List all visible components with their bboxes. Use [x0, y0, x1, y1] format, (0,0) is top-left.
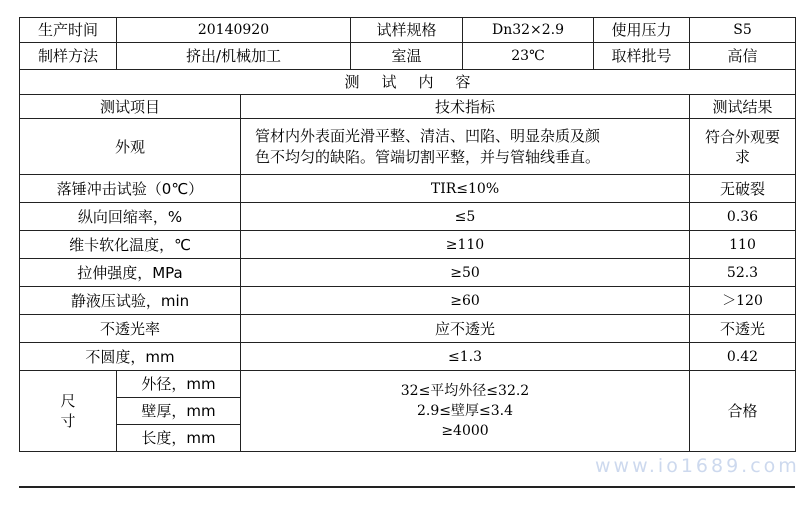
dimension-wall-thickness: 壁厚，mm: [117, 398, 241, 425]
table-row-tensile: [20, 259, 796, 287]
column-header-row: [20, 95, 796, 119]
bottom-rule: [19, 486, 795, 488]
row-result: 不透光: [690, 315, 796, 343]
dimension-group-label: [20, 371, 117, 452]
row-item: 静液压试验，min: [20, 287, 241, 315]
batch-value: 高信: [690, 43, 796, 70]
row-result-line: 求: [734, 147, 750, 166]
production-time-label: 生产时间: [20, 18, 117, 43]
row-spec: TIR≤10%: [241, 175, 690, 203]
row-result: 0.36: [690, 203, 796, 231]
pressure-label: 使用压力: [594, 18, 690, 43]
header-row-2: [20, 43, 796, 70]
column-header-item: 测试项目: [20, 95, 241, 119]
dimension-group-char: 寸: [60, 412, 76, 430]
row-result: 无破裂: [690, 175, 796, 203]
table-row-vicat: [20, 231, 796, 259]
dimension-group-char: 尺: [60, 392, 76, 410]
row-spec: [241, 119, 690, 175]
row-result: ＞120: [690, 287, 796, 315]
dimension-spec-line: 32≤平均外径≤32.2: [400, 383, 530, 399]
row-result-line: 符合外观要: [704, 127, 780, 146]
row-item: 不透光率: [20, 315, 241, 343]
table-row-opacity: [20, 315, 796, 343]
column-header-spec: 技术指标: [241, 95, 690, 119]
dimension-outer-diameter: 外径，mm: [117, 371, 241, 398]
dimension-spec-line: ≥4000: [441, 423, 489, 439]
production-time-value: 20140920: [117, 18, 351, 43]
dimension-spec-line: 2.9≤壁厚≤3.4: [417, 403, 513, 419]
table-row-ovality: [20, 343, 796, 371]
spec-label: 试样规格: [351, 18, 463, 43]
table-row-hydrostatic: [20, 287, 796, 315]
row-result: 52.3: [690, 259, 796, 287]
row-item: 纵向回缩率，%: [20, 203, 241, 231]
section-title-row: [20, 70, 796, 95]
row-item: 外观: [20, 119, 241, 175]
watermark: www.io1689.com: [595, 455, 800, 477]
batch-label: 取样批号: [594, 43, 690, 70]
row-result: 0.42: [690, 343, 796, 371]
test-report-table: [19, 17, 796, 452]
row-result: 110: [690, 231, 796, 259]
table-row-impact-test: [20, 175, 796, 203]
table-row-appearance: [20, 119, 796, 175]
method-value: 挤出/机械加工: [117, 43, 351, 70]
row-spec: ≤1.3: [241, 343, 690, 371]
row-spec: ≥110: [241, 231, 690, 259]
dimension-length: 长度，mm: [117, 425, 241, 452]
row-spec: 应不透光: [241, 315, 690, 343]
row-result: [690, 119, 796, 175]
temp-value: 23℃: [463, 43, 594, 70]
row-spec-line: 色不均匀的缺陷。管端切割平整，并与管轴线垂直。: [255, 147, 601, 166]
pressure-value: S5: [690, 18, 796, 43]
dimension-result: 合格: [690, 371, 796, 452]
method-label: 制样方法: [20, 43, 117, 70]
table-row-shrinkage: [20, 203, 796, 231]
row-item: 不圆度，mm: [20, 343, 241, 371]
section-title: 测试内容: [20, 70, 796, 95]
dimension-spec: [241, 371, 690, 452]
test-report-table-container: [19, 17, 796, 452]
row-item: 落锤冲击试验（0℃）: [20, 175, 241, 203]
row-item: 拉伸强度，MPa: [20, 259, 241, 287]
row-spec-line: 管材内外表面光滑平整、清洁、凹陷、明显杂质及颜: [255, 126, 601, 145]
spec-value: Dn32×2.9: [463, 18, 594, 43]
table-row-dimension-outer: [20, 371, 796, 398]
header-row-1: [20, 18, 796, 43]
column-header-result: 测试结果: [690, 95, 796, 119]
row-spec: ≥60: [241, 287, 690, 315]
row-spec: ≤5: [241, 203, 690, 231]
row-spec: ≥50: [241, 259, 690, 287]
row-item: 维卡软化温度，℃: [20, 231, 241, 259]
temp-label: 室温: [351, 43, 463, 70]
